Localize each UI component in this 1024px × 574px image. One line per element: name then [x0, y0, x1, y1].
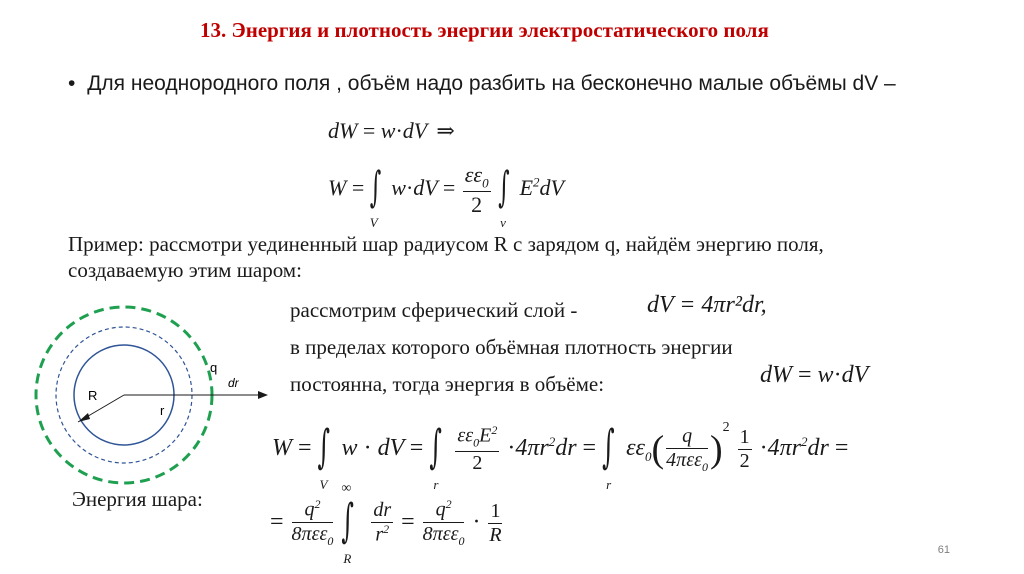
example-line-2: создаваемую этим шаром:	[68, 258, 302, 282]
density-line-2: постоянна, тогда энергия в объёме:	[290, 372, 605, 396]
layer-formula: dV = 4πr²dr,	[647, 292, 767, 318]
formula-dw-right: dW = w·dV	[760, 362, 869, 388]
page-number: 61	[937, 544, 950, 556]
formula-sphere-energy: W = ∫ V w · dV = ∫ r $\frac{\varepsilon\varepsilon_0E^2}{2}$ $\cdot 4\pi r^2dr$ = ∫ r $\varepsilon\varepsilon_0$( $\frac{q}{4\pi\varepsilon\varepsilon_0}$ )$^2$ $\frac{1}{2}$ $\cdot 4\pi r^2dr$ =	[272, 420, 849, 492]
layer-text: рассмотрим сферический слой -	[290, 298, 578, 322]
bullet-line	[68, 72, 896, 96]
label-R: R	[88, 388, 98, 403]
label-q: q	[210, 360, 218, 375]
sphere-diagram	[30, 305, 270, 495]
example-line-1: Пример: рассмотри уединенный шар радиусом R с зарядом q, найдём энергию поля,	[68, 232, 824, 256]
sphere-energy-label: Энергия шара:	[72, 487, 203, 511]
label-dr: dr	[228, 376, 239, 390]
formula-dw: dW = w·dV ⇒	[328, 118, 455, 144]
label-r: r	[160, 403, 165, 418]
slide-title: 13. Энергия и плотность энергии электростатического поля	[200, 18, 769, 42]
formula-w-integral: W = ∫ V w·dV = $\frac{\varepsilon\varepsilon_0}{2}$ ∫ v $E^2dV$	[328, 162, 564, 230]
dr-arrowhead	[258, 391, 268, 399]
density-line-1: в пределах которого объёмная плотность энергии	[290, 335, 733, 359]
formula-final: = $\frac{q^2}{8\pi\varepsilon\varepsilon_0}$ ∞ ∫ R $\frac{dr}{r^2}$ = $\frac{q^2}{8\pi\varepsilon\varepsilon_0}$ · $\frac{1}{R}$	[270, 480, 502, 566]
bullet-marker: •	[68, 72, 76, 95]
bullet-text: Для неоднородного поля , объём надо разбить на бесконечно малые объёмы dV –	[87, 72, 896, 95]
